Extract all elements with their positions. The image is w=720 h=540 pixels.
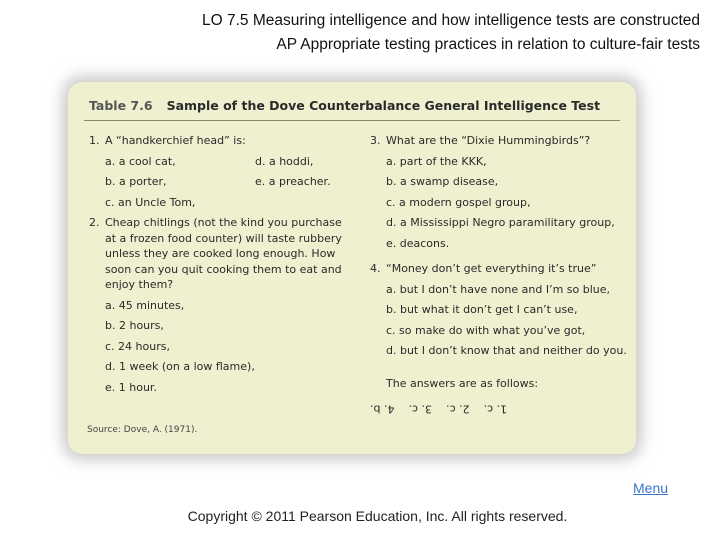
title-divider — [84, 120, 620, 121]
header-line-2: AP Appropriate testing practices in relation to culture-fair tests — [276, 36, 700, 53]
option: d. a Mississippi Negro paramilitary group, — [386, 216, 615, 229]
answer: 2. c. — [446, 402, 470, 416]
answers-key-upside-down — [370, 401, 618, 417]
option: e. 1 hour. — [105, 380, 157, 394]
answer: 4. b. — [370, 402, 395, 416]
question-text: “Money don’t get everything it’s true” — [386, 262, 597, 275]
answers-label: The answers are as follows: — [386, 376, 539, 390]
question-1 — [89, 133, 389, 149]
question-text-line: soon can you quit cooking them to eat and — [105, 262, 342, 276]
question-2 — [89, 215, 389, 293]
table-number: Table 7.6 — [89, 98, 153, 113]
question-1-options — [89, 154, 389, 211]
question-text-line: enjoy them? — [105, 278, 174, 291]
question-4 — [370, 261, 632, 277]
option: b. a swamp disease, — [386, 175, 499, 188]
option: b. a porter, — [105, 175, 167, 188]
left-column — [89, 133, 389, 395]
question-text-line: at a frozen food counter) will taste rubbery — [105, 231, 342, 245]
copyright-footer: Copyright © 2011 Pearson Education, Inc. All rights reserved. — [187, 508, 568, 524]
option: d. a hoddi, — [255, 154, 314, 168]
answer: 1. c. — [483, 402, 508, 416]
option: a. part of the KKK, — [386, 154, 487, 168]
table-title — [89, 98, 600, 113]
source-citation: Source: Dove, A. (1971). — [87, 425, 198, 435]
question-text-line: unless they are cooked long enough. How — [105, 247, 336, 260]
question-text-line: Cheap chitlings (not the kind you purchase — [105, 216, 342, 229]
option: c. an Uncle Tom, — [105, 195, 196, 209]
option: c. a modern gospel group, — [386, 195, 531, 209]
answer: 3. c. — [408, 402, 433, 416]
header-line-1: LO 7.5 Measuring intelligence and how intelligence tests are constructed — [201, 12, 700, 29]
option: e. deacons. — [386, 236, 450, 250]
right-column — [370, 133, 632, 417]
table-title-text: Sample of the Dove Counterbalance General Intelligence Test — [166, 98, 601, 113]
question-text: A “handkerchief head” is: — [105, 134, 246, 147]
question-number: 1. — [89, 134, 100, 147]
option: d. but I don’t know that and neither do you. — [386, 344, 627, 357]
question-number: 2. — [89, 216, 100, 229]
option: e. a preacher. — [255, 175, 331, 188]
option: c. 24 hours, — [105, 339, 170, 353]
menu-link[interactable]: Menu — [633, 480, 669, 496]
option: a. but I don’t have none and I’m so blue, — [386, 282, 611, 296]
option: b. but what it don’t get I can’t use, — [386, 303, 578, 316]
table-card — [68, 82, 636, 454]
option: a. 45 minutes, — [105, 298, 185, 312]
question-number: 3. — [370, 134, 381, 147]
option: d. 1 week (on a low flame), — [105, 360, 255, 373]
question-3 — [370, 133, 632, 149]
option: a. a cool cat, — [105, 154, 176, 168]
question-text: What are the “Dixie Hummingbirds”? — [386, 134, 591, 147]
option: c. so make do with what you’ve got, — [386, 323, 586, 337]
option: b. 2 hours, — [105, 319, 164, 332]
question-number: 4. — [370, 262, 381, 275]
